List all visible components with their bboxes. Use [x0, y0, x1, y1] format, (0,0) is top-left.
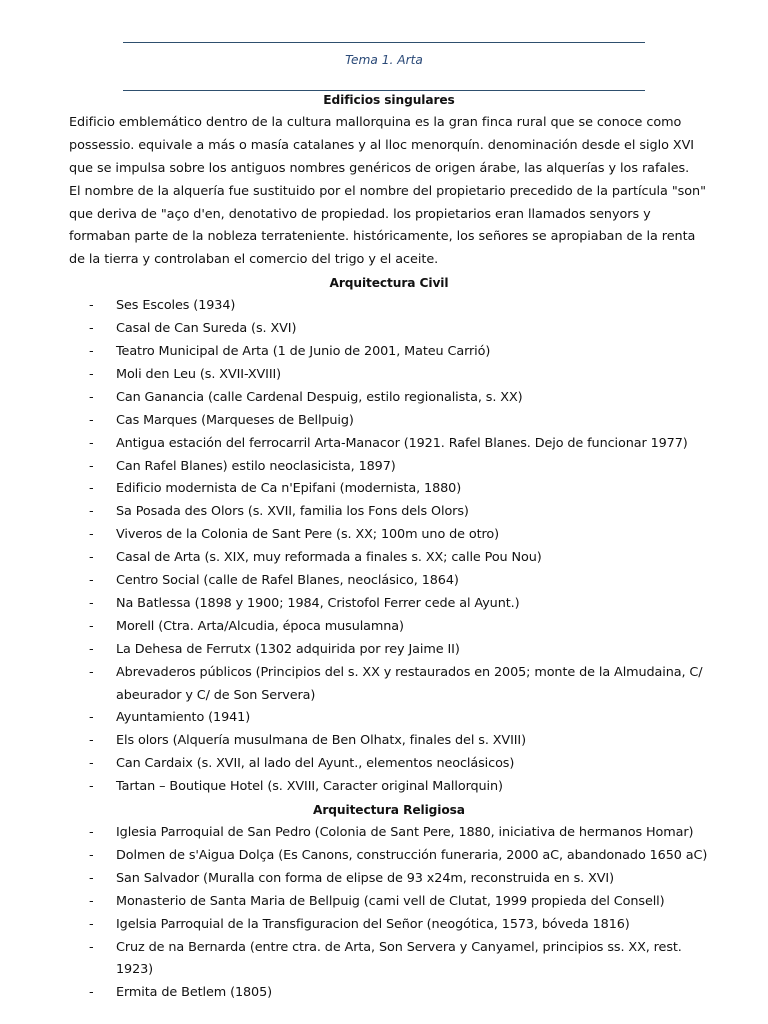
list-bullet: -	[89, 343, 94, 359]
list-bullet: -	[89, 985, 94, 1001]
list-item	[69, 845, 709, 868]
list-bullet: -	[89, 389, 94, 405]
list-item	[69, 478, 709, 501]
list-item-text: La Dehesa de Ferrutx (1302 adquirida por rey Jaime II)	[116, 641, 460, 657]
list-item	[69, 341, 709, 364]
list-item	[69, 410, 709, 433]
list-item-text: Antigua estación del ferrocarril Arta-Manacor (1921. Rafel Blanes. Dejo de funcionar 1977)	[116, 435, 688, 451]
list-bullet: -	[89, 618, 94, 634]
paragraph-possessio: Edificio emblemático dentro de la cultura mallorquina es la gran finca rural que se conoce como possessio. equivale a más o masía catalanes y al lloc menorquín. denominación desde el siglo XVI que se impulsa sobre los antiguos nombres genéricos de origen árabe, las alquerías y los rafales.	[69, 114, 695, 176]
list-bullet: -	[89, 435, 94, 451]
list-bullet: -	[89, 573, 94, 589]
list-bullet: -	[89, 916, 94, 932]
list-item-text: Els olors (Alquería musulmana de Ben Olhatx, finales del s. XVIII)	[116, 733, 526, 749]
list-bullet: -	[89, 412, 94, 428]
list-item	[69, 547, 709, 570]
list-item-text: Na Batlessa (1898 y 1900; 1984, Cristofol Ferrer cede al Ayunt.)	[116, 595, 520, 611]
section-heading-religiosa: Arquitectura Religiosa	[313, 803, 465, 818]
document-body	[69, 89, 709, 1005]
list-item-text: Can Cardaix (s. XVII, al lado del Ayunt., elementos neoclásicos)	[116, 756, 515, 772]
list-item	[69, 776, 709, 799]
list-item-text: Casal de Arta (s. XIX, muy reformada a finales s. XX; calle Pou Nou)	[116, 550, 542, 566]
list-bullet: -	[89, 733, 94, 749]
list-item	[69, 937, 709, 983]
list-item	[69, 707, 709, 730]
list-item-text: Abrevaderos públicos (Principios del s. XX y restaurados en 2005; monte de la Almudaina, C/ abeurador y C/ de Son Servera)	[116, 664, 703, 703]
list-item-text: Casal de Can Sureda (s. XVI)	[116, 321, 297, 337]
list-bullet: -	[89, 550, 94, 566]
list-item	[69, 730, 709, 753]
header-rule-top	[123, 42, 645, 43]
list-item	[69, 616, 709, 639]
list-bullet: -	[89, 641, 94, 657]
list-item-text: Can Ganancia (calle Cardenal Despuig, estilo regionalista, s. XX)	[116, 389, 523, 405]
section-heading-civil: Arquitectura Civil	[329, 276, 449, 291]
list-item-text: Ses Escoles (1934)	[116, 298, 236, 314]
list-item	[69, 456, 709, 479]
list-item	[69, 662, 709, 708]
section-heading-singulares: Edificios singulares	[323, 93, 455, 107]
list-item	[69, 868, 709, 891]
list-item	[69, 822, 709, 845]
list-item	[69, 639, 709, 662]
list-item-text: San Salvador (Muralla con forma de elipse de 93 x24m, reconstruida en s. XVI)	[116, 870, 614, 886]
list-bullet: -	[89, 893, 94, 909]
list-item-text: Morell (Ctra. Arta/Alcudia, época musulamna)	[116, 618, 404, 634]
religious-architecture-list	[69, 822, 709, 1005]
list-item-text: Viveros de la Colonia de Sant Pere (s. XX; 100m uno de otro)	[116, 527, 500, 543]
list-bullet: -	[89, 939, 94, 955]
list-bullet: -	[89, 595, 94, 611]
list-item	[69, 318, 709, 341]
list-bullet: -	[89, 825, 94, 840]
list-item-text: Igelsia Parroquial de la Transfiguracion del Señor (neogótica, 1573, bóveda 1816)	[116, 916, 630, 932]
list-item-text: Can Rafel Blanes) estilo neoclasicista, 1897)	[116, 458, 396, 474]
list-bullet: -	[89, 870, 94, 886]
list-bullet: -	[89, 527, 94, 543]
list-item-text: Edificio modernista de Ca n'Epifani (modernista, 1880)	[116, 481, 462, 497]
list-item	[69, 570, 709, 593]
list-item-text: Centro Social (calle de Rafel Blanes, neoclásico, 1864)	[116, 573, 459, 589]
list-item-text: Iglesia Parroquial de San Pedro (Colonia de Sant Pere, 1880, iniciativa de hermanos Homar)	[116, 825, 694, 840]
paragraph-alqueria-nombre: El nombre de la alquería fue sustituido por el nombre del propietario precedido de la partícula "son" que deriva de "aço d'en, denotativo de propiedad. los propietarios eran llamados senyors y formaban parte de la nobleza terrateniente. históricamente, los señores se apropiaban de la renta de la tierra y controlaban el comercio del trigo y el aceite.	[69, 183, 706, 268]
list-item	[69, 433, 709, 456]
header-title: Tema 1. Arta	[345, 53, 423, 67]
list-item	[69, 753, 709, 776]
list-item-text: Tartan – Boutique Hotel (s. XVIII, Caracter original Mallorquin)	[116, 779, 503, 795]
list-bullet: -	[89, 366, 94, 382]
list-bullet: -	[89, 298, 94, 314]
list-item	[69, 982, 709, 1005]
list-item	[69, 524, 709, 547]
list-bullet: -	[89, 779, 94, 795]
list-bullet: -	[89, 458, 94, 474]
list-bullet: -	[89, 504, 94, 520]
list-item-text: Monasterio de Santa Maria de Bellpuig (cami vell de Clutat, 1999 propieda del Consell)	[116, 893, 665, 909]
list-bullet: -	[89, 710, 94, 726]
list-bullet: -	[89, 847, 94, 863]
list-item	[69, 914, 709, 937]
list-item-text: Cas Marques (Marqueses de Bellpuig)	[116, 412, 354, 428]
list-item-text: Teatro Municipal de Arta (1 de Junio de 2001, Mateu Carrió)	[116, 343, 491, 359]
list-item-text: Cruz de na Bernarda (entre ctra. de Arta, Son Servera y Canyamel, principios ss. XX, rest. 1923)	[116, 939, 682, 978]
list-item	[69, 295, 709, 318]
list-bullet: -	[89, 481, 94, 497]
list-item-text: Sa Posada des Olors (s. XVII, familia los Fons dels Olors)	[116, 504, 469, 520]
list-bullet: -	[89, 756, 94, 772]
list-item-text: Ayuntamiento (1941)	[116, 710, 251, 726]
list-bullet: -	[89, 321, 94, 337]
list-bullet: -	[89, 664, 94, 680]
list-item	[69, 387, 709, 410]
civil-architecture-list	[69, 295, 709, 799]
list-item	[69, 364, 709, 387]
list-item	[69, 891, 709, 914]
list-item-text: Ermita de Betlem (1805)	[116, 985, 273, 1001]
list-item-text: Dolmen de s'Aigua Dolça (Es Canons, construcción funeraria, 2000 aC, abandonado 1650 aC)	[116, 847, 708, 863]
list-item	[69, 593, 709, 616]
list-item-text: Moli den Leu (s. XVII-XVIII)	[116, 366, 282, 382]
list-item	[69, 501, 709, 524]
